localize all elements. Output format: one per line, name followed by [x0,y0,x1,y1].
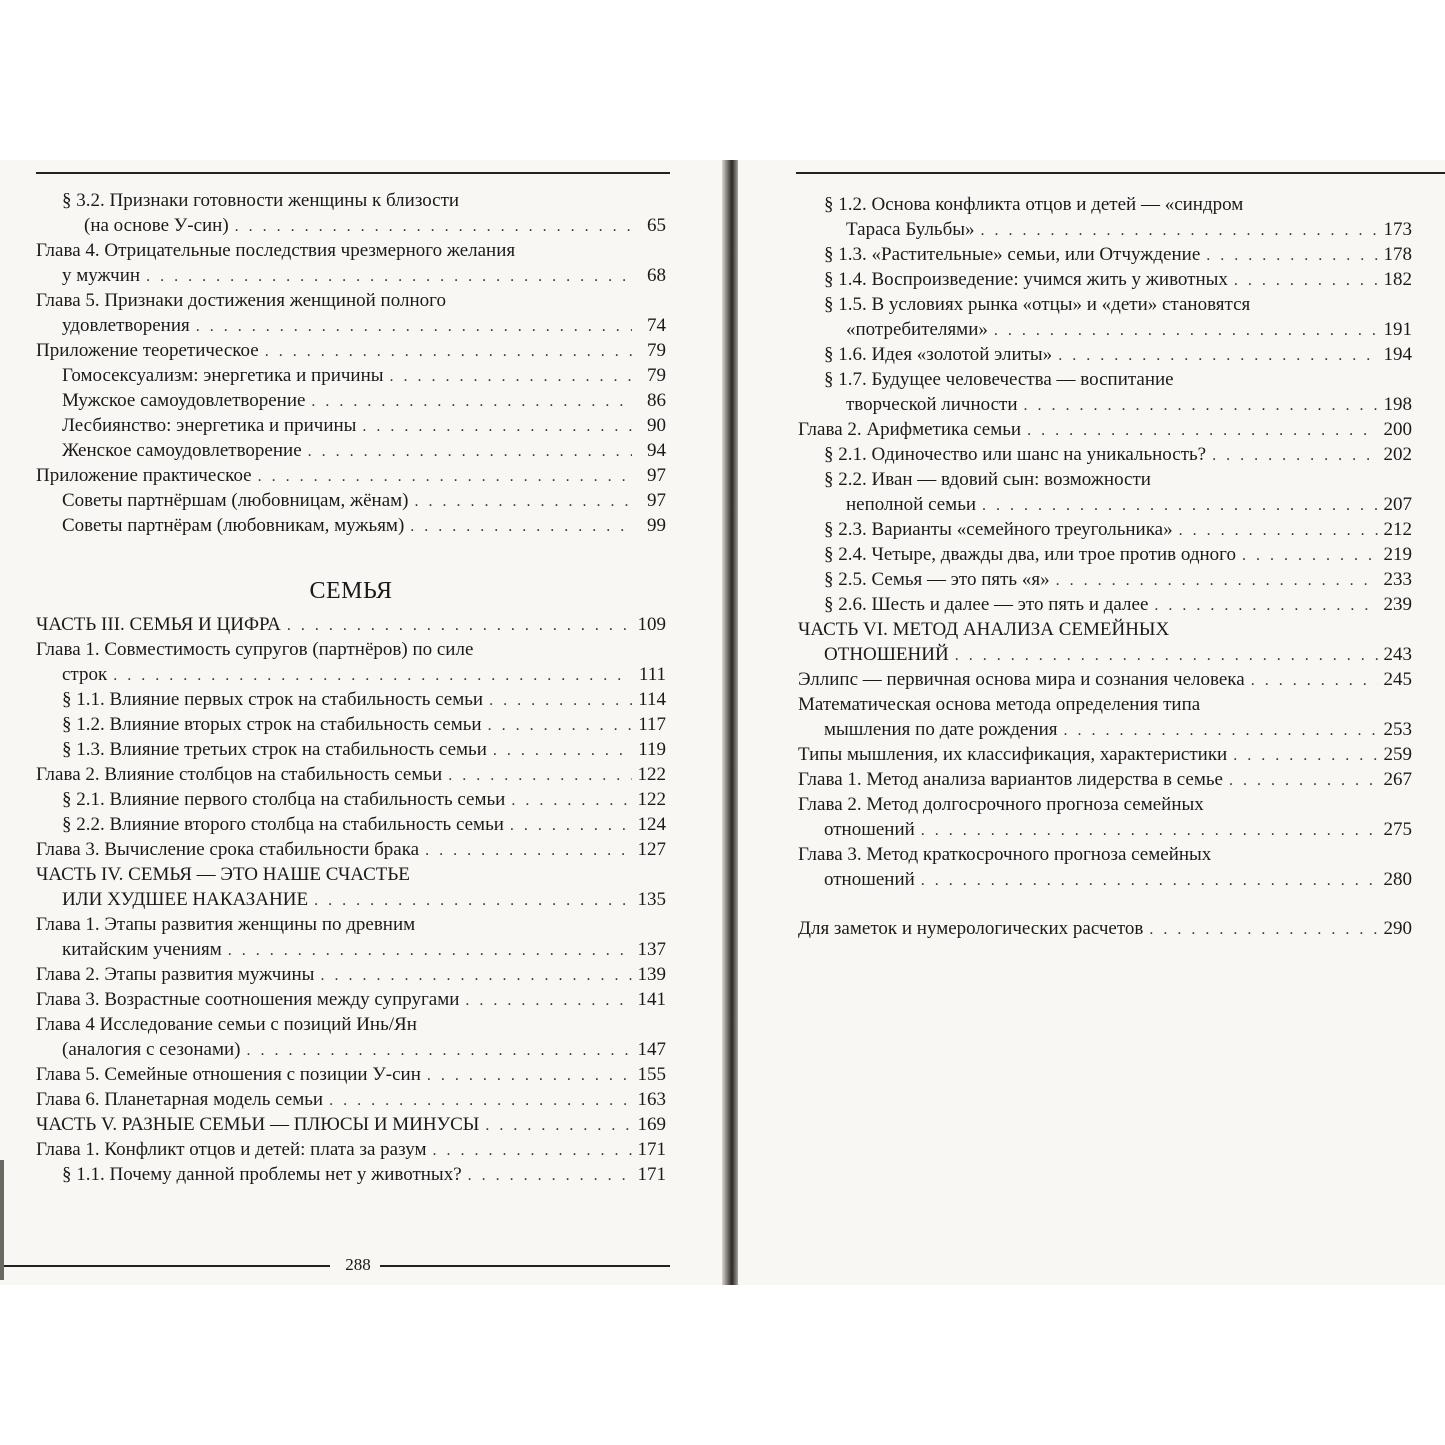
leader-dots [1234,268,1378,293]
toc-entry [798,492,1412,517]
toc-entry-title: Глава 3. Вычисление срока стабильности брака [36,839,420,860]
left-page [0,160,724,1285]
toc-entry [36,488,666,513]
toc-entry-title: § 2.2. Влияние второго столбца на стабильность семьи [62,814,504,835]
page-number: 288 [345,1255,371,1274]
toc-entry-title: § 1.1. Почему данной проблемы нет у животных? [62,1164,462,1185]
toc-entry-title: § 1.2. Влияние вторых строк на стабильность семьи [62,714,482,735]
leader-dots [113,663,632,688]
toc-entry-title: Типы мышления, их классификация, характеристики [798,744,1228,765]
toc-entry [36,862,666,887]
toc-entry [798,642,1412,667]
toc-entry-title: строк [62,664,108,685]
toc-entry-title: ЧАСТЬ IV. СЕМЬЯ — ЭТО НАШЕ СЧАСТЬЕ [36,864,410,885]
toc-entry-title: Глава 4. Отрицательные последствия чрезмерного желания [36,240,516,261]
toc-entry-title: Советы партнёршам (любовницам, жёнам) [62,490,409,511]
leader-dots [196,314,632,339]
toc-entry-title: Глава 3. Возрастные соотношения между супругами [36,989,460,1010]
toc-entry [36,263,666,288]
toc-entry-page: 99 [647,515,666,536]
toc-entry-page: 198 [1383,394,1412,415]
leader-dots [146,264,632,289]
toc-entry-page: 194 [1383,344,1412,365]
toc-entry-title: Глава 2. Влияние столбцов на стабильность семьи [36,764,443,785]
toc-entry-page: 267 [1383,769,1412,790]
toc-entry [798,842,1412,867]
toc-entry-page: 119 [638,739,666,760]
leader-dots [415,489,633,514]
toc-entry-title: Для заметок и нумерологических расчетов [798,918,1144,939]
toc-entry-title: § 1.2. Основа конфликта отцов и детей — «синдром [824,194,1244,215]
toc-entry-page: 117 [638,714,666,735]
toc-entry [798,692,1412,717]
leader-dots [1206,243,1377,268]
leader-dots [1058,343,1377,368]
toc-entry-page: 219 [1383,544,1412,565]
leader-dots [1064,718,1378,743]
toc-entry-title: Глава 1. Этапы развития женщины по древним [36,914,416,935]
toc-entry-page: 178 [1383,244,1412,265]
toc-entry-page: 68 [647,265,666,286]
leader-dots [228,938,632,963]
leader-dots [1251,668,1378,693]
toc-entry [36,762,666,787]
leader-dots [982,493,1377,518]
toc-entry [36,1037,666,1062]
toc-entry-title: Приложение практическое [36,465,252,486]
toc-entry-page: 97 [647,490,666,511]
toc-entry-page: 122 [637,789,666,810]
top-rule [36,172,670,174]
toc-entry [36,637,666,662]
leader-dots [235,214,632,239]
toc-entry-title: Приложение теоретическое [36,340,259,361]
toc-entry-title: § 1.3. «Растительные» семьи, или Отчуждение [824,244,1201,265]
toc-entry-title: у мужчин [62,265,141,286]
leader-dots [485,1113,631,1138]
toc-entry-title: § 2.3. Варианты «семейного треугольника» [824,519,1173,540]
toc-entry-page: 79 [647,340,666,361]
toc-entry [798,717,1412,742]
leader-dots [1027,418,1377,443]
toc-entry [798,542,1412,567]
leader-dots [921,868,1378,893]
leader-dots [320,963,631,988]
toc-entry [36,288,666,313]
toc-entry [798,317,1412,342]
toc-entry [36,438,666,463]
toc-entry-title: Глава 1. Конфликт отцов и детей: плата за разум [36,1139,427,1160]
toc-right [798,192,1412,941]
toc-entry-page: 90 [647,415,666,436]
toc-entry-title: отношений [824,869,915,890]
leader-dots [427,1063,632,1088]
toc-entry-page: 182 [1383,269,1412,290]
leader-dots [308,439,632,464]
toc-entry-title: Глава 1. Метод анализа вариантов лидерства в семье [798,769,1223,790]
toc-entry-page: 171 [637,1139,666,1160]
book-spread [0,160,1445,1285]
toc-entry [36,912,666,937]
toc-entry-title: § 1.4. Воспроизведение: учимся жить у животных [824,269,1228,290]
toc-entry [36,463,666,488]
toc-entry-page: 280 [1383,869,1412,890]
toc-entry [36,1087,666,1112]
toc-entry-page: 135 [637,889,666,910]
toc-entry-page: 79 [647,365,666,386]
leader-dots [468,1163,632,1188]
toc-entry-title: Глава 5. Признаки достижения женщиной полного [36,290,446,311]
toc-entry-title: Эллипс — первичная основа мира и сознания человека [798,669,1245,690]
toc-entry [798,192,1412,217]
toc-entry-page: 233 [1383,569,1412,590]
toc-entry [36,1062,666,1087]
toc-entry-title: Мужское самоудовлетворение [62,390,306,411]
toc-entry-page: 122 [637,764,666,785]
toc-entry [798,342,1412,367]
leader-dots [465,988,631,1013]
toc-entry-title: мышления по дате рождения [824,719,1058,740]
toc-entry-title: Глава 2. Арифметика семьи [798,419,1022,440]
toc-entry-title: китайским учениям [62,939,222,960]
toc-entry-page: 111 [638,664,666,685]
toc-entry-title: (аналогия с сезонами) [62,1039,241,1060]
leader-dots [1233,743,1377,768]
toc-entry-page: 243 [1383,644,1412,665]
leader-dots [1229,768,1378,793]
toc-entry-title: Гомосексуализм: энергетика и причины [62,365,384,386]
toc-entry-page: 239 [1383,594,1412,615]
toc-entry [798,467,1412,492]
leader-dots [994,318,1378,343]
toc-entry [36,687,666,712]
leader-dots [433,1138,632,1163]
toc-entry-page: 147 [637,1039,666,1060]
toc-entry [798,517,1412,542]
toc-entry [36,787,666,812]
toc-entry-title: Советы партнёрам (любовникам, мужьям) [62,515,405,536]
toc-entry [36,612,666,637]
toc-entry-page: 97 [647,465,666,486]
footer-rule [380,1265,670,1267]
toc-entry [798,767,1412,792]
leader-dots [981,218,1378,243]
leader-dots [247,1038,632,1063]
toc-entry-page: 155 [637,1064,666,1085]
toc-entry-page: 94 [647,440,666,461]
toc-entry [36,887,666,912]
toc-entry-title: Математическая основа метода определения типа [798,694,1201,715]
spacer [798,892,1412,916]
leader-dots [1056,568,1378,593]
leader-dots [314,888,631,913]
toc-entry-title: § 1.6. Идея «золотой элиты» [824,344,1053,365]
toc-entry [36,513,666,538]
leader-dots [1212,443,1377,468]
toc-entry [36,812,666,837]
leader-dots [488,713,632,738]
leader-dots [258,464,632,489]
page-edge-shadow [0,1160,4,1280]
toc-entry-title: § 3.2. Признаки готовности женщины к близости [62,190,460,211]
section-heading: СЕМЬЯ [309,578,393,604]
toc-entry [798,817,1412,842]
toc-entry [798,916,1412,941]
leader-dots [493,738,632,763]
toc-entry [36,962,666,987]
leader-dots [1149,917,1377,942]
toc-entry-page: 74 [647,315,666,336]
top-rule [796,172,1445,174]
leader-dots [362,414,632,439]
toc-entry-title: § 2.4. Четыре, дважды два, или трое против одного [824,544,1236,565]
toc-entry-title: Глава 5. Семейные отношения с позиции У-син [36,1064,421,1085]
toc-entry-page: 212 [1383,519,1412,540]
toc-entry-title: Тараса Бульбы» [846,219,975,240]
toc-entry [36,712,666,737]
toc-entry [798,742,1412,767]
toc-entry [36,737,666,762]
toc-entry-title: § 2.6. Шесть и далее — это пять и далее [824,594,1149,615]
toc-entry-page: 163 [637,1089,666,1110]
leader-dots [329,1088,631,1113]
toc-entry-page: 245 [1383,669,1412,690]
toc-entry [36,987,666,1012]
toc-entry [798,367,1412,392]
leader-dots [311,389,632,414]
toc-entry [36,837,666,862]
toc-entry [798,392,1412,417]
toc-entry [36,188,666,213]
leader-dots [1024,393,1378,418]
toc-entry-page: 259 [1383,744,1412,765]
toc-entry-title: «потребителями» [846,319,988,340]
toc-entry-page: 65 [647,215,666,236]
toc-entry-title: § 1.1. Влияние первых строк на стабильность семьи [62,689,484,710]
toc-entry [798,417,1412,442]
toc-entry-page: 200 [1383,419,1412,440]
toc-entry [36,1112,666,1137]
leader-dots [955,643,1378,668]
toc-entry-title: отношений [824,819,915,840]
toc-entry [36,1137,666,1162]
toc-entry-page: 171 [637,1164,666,1185]
toc-entry-page: 139 [637,964,666,985]
toc-entry-title: Глава 4 Исследование семьи с позиций Инь/Ян [36,1014,417,1035]
leader-dots [921,818,1378,843]
toc-entry [36,937,666,962]
toc-entry-title: § 2.5. Семья — это пять «я» [824,569,1050,590]
toc-entry-title: § 1.3. Влияние третьих строк на стабильность семьи [62,739,487,760]
toc-entry-title: Глава 6. Планетарная модель семьи [36,1089,324,1110]
toc-entry-title: ИЛИ ХУДШЕЕ НАКАЗАНИЕ [62,889,309,910]
toc-entry [36,338,666,363]
toc-entry [798,217,1412,242]
toc-entry [36,238,666,263]
toc-entry [36,213,666,238]
toc-entry [36,363,666,388]
toc-entry [36,388,666,413]
toc-entry-page: 191 [1383,319,1412,340]
toc-entry [798,667,1412,692]
toc-entry-title: творческой личности [846,394,1018,415]
toc-entry-page: 127 [637,839,666,860]
toc-entry-page: 207 [1383,494,1412,515]
toc-entry [798,267,1412,292]
toc-entry [798,867,1412,892]
toc-entry-title: ЧАСТЬ V. РАЗНЫЕ СЕМЬИ — ПЛЮСЫ И МИНУСЫ [36,1114,480,1135]
toc-entry-title: ЧАСТЬ VI. МЕТОД АНАЛИЗА СЕМЕЙНЫХ [798,619,1170,640]
toc-entry-page: 173 [1383,219,1412,240]
toc-entry-page: 169 [637,1114,666,1135]
toc-left [36,188,666,1187]
leader-dots [287,613,632,638]
toc-entry [36,313,666,338]
leader-dots [425,838,631,863]
toc-entry-title: Глава 3. Метод краткосрочного прогноза семейных [798,844,1212,865]
toc-entry-page: 86 [647,390,666,411]
leader-dots [448,763,631,788]
toc-entry [798,442,1412,467]
toc-entry-title: ЧАСТЬ III. СЕМЬЯ И ЦИФРА [36,614,281,635]
leader-dots [390,364,632,389]
toc-entry-title: ОТНОШЕНИЙ [824,644,949,665]
toc-entry-title: § 2.2. Иван — вдовий сын: возможности [824,469,1151,490]
toc-entry-title: (на основе У-син) [84,215,229,236]
toc-entry-page: 109 [637,614,666,635]
leader-dots [410,514,632,539]
toc-entry-title: удовлетворения [62,315,190,336]
toc-entry-title: Глава 2. Метод долгосрочного прогноза семейных [798,794,1204,815]
toc-entry-title: Женское самоудовлетворение [62,440,302,461]
toc-entry-page: 141 [637,989,666,1010]
toc-entry-title: Глава 1. Совместимость супругов (партнёров) по силе [36,639,474,660]
leader-dots [510,813,632,838]
toc-entry-page: 275 [1383,819,1412,840]
toc-entry-page: 124 [637,814,666,835]
toc-entry-title: Глава 2. Этапы развития мужчины [36,964,315,985]
leader-dots [1242,543,1378,568]
leader-dots [1179,518,1378,543]
toc-entry-page: 202 [1383,444,1412,465]
toc-entry-page: 290 [1383,918,1412,939]
leader-dots [489,688,632,713]
toc-entry-title: § 1.5. В условиях рынка «отцы» и «дети» становятся [824,294,1251,315]
toc-entry [798,792,1412,817]
toc-entry [36,662,666,687]
page-footer [0,1255,724,1275]
toc-entry [36,413,666,438]
toc-entry-title: Лесбиянство: энергетика и причины [62,415,357,436]
toc-entry [798,567,1412,592]
leader-dots [265,339,632,364]
toc-entry [798,592,1412,617]
toc-entry [36,1012,666,1037]
toc-entry-title: § 2.1. Одиночество или шанс на уникальность? [824,444,1207,465]
toc-entry-title: неполной семьи [846,494,977,515]
toc-entry-page: 137 [637,939,666,960]
toc-entry [798,242,1412,267]
toc-entry-page: 114 [638,689,666,710]
toc-entry-page: 253 [1383,719,1412,740]
toc-entry-title: § 2.1. Влияние первого столбца на стабильность семьи [62,789,506,810]
toc-entry [36,1162,666,1187]
toc-entry-title: § 1.7. Будущее человечества — воспитание [824,369,1174,390]
right-page [738,160,1445,1285]
toc-entry [798,292,1412,317]
leader-dots [511,788,631,813]
leader-dots [1154,593,1377,618]
footer-rule [0,1265,330,1267]
toc-entry [798,617,1412,642]
